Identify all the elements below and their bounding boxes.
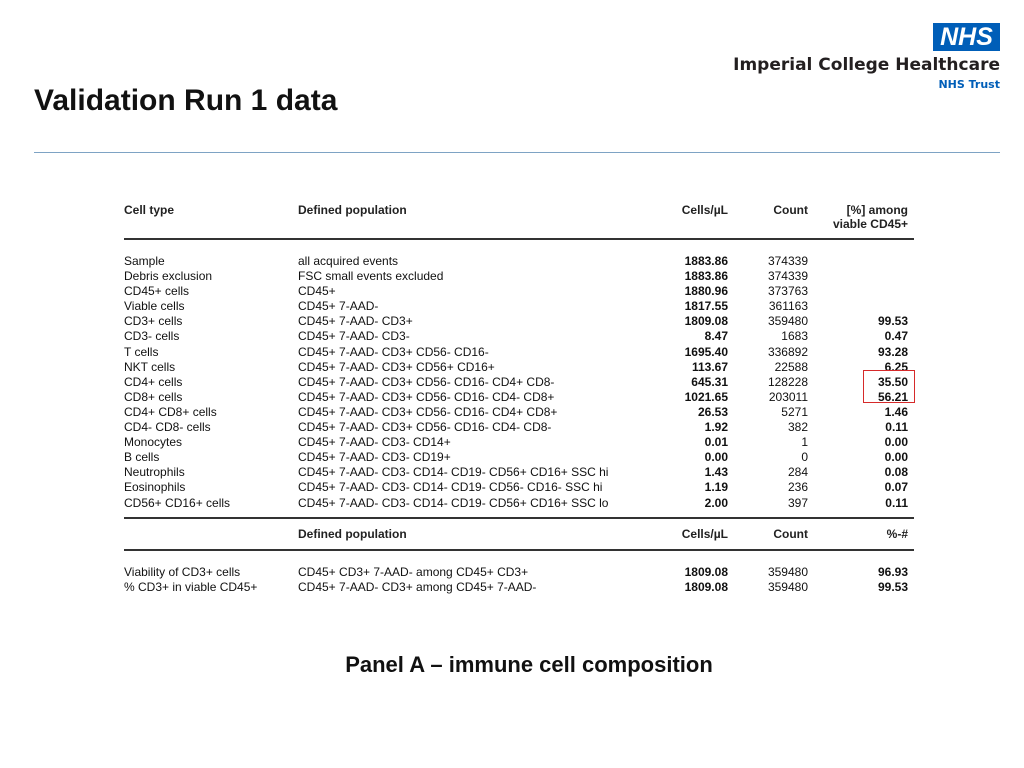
summary-header-defined-population: Defined population (298, 526, 407, 541)
table-header-row (124, 198, 914, 234)
cell-type: Viable cells (124, 299, 185, 314)
percent: 56.21 (877, 389, 908, 404)
table-row (124, 375, 914, 390)
percent: 93.28 (877, 344, 908, 359)
count: 128228 (767, 374, 808, 389)
cell-type: Neutrophils (124, 465, 185, 480)
defined-population: CD45+ 7-AAD- CD3+ (298, 314, 413, 329)
cells-per-ul: 1.43 (704, 465, 728, 480)
defined-population: CD45+ 7-AAD- CD3- CD14+ (298, 435, 451, 450)
cell-type: NKT cells (124, 359, 176, 374)
cells-per-ul: 0.00 (704, 450, 728, 465)
header-defined-population: Defined population (298, 203, 407, 217)
cells-per-ul: 1809.08 (684, 564, 728, 579)
cell-type: Viability of CD3+ cells (124, 564, 241, 579)
cell-type: CD4- CD8- cells (124, 420, 211, 435)
percent: 0.00 (884, 435, 908, 450)
table-row (124, 390, 914, 405)
cell-type: CD3+ cells (124, 314, 183, 329)
header-count: Count (773, 203, 808, 217)
summary-header-cells-per-ul: Cells/µL (681, 526, 728, 541)
percent: 1.46 (884, 404, 908, 419)
count: 336892 (767, 344, 808, 359)
cells-per-ul: 26.53 (697, 404, 728, 419)
defined-population: CD45+ 7-AAD- CD3+ CD56- CD16- (298, 344, 489, 359)
header-cell-type: Cell type (124, 203, 175, 217)
percent: 0.08 (884, 465, 908, 480)
table-row (124, 284, 914, 299)
cells-per-ul: 8.47 (704, 329, 728, 344)
defined-population: CD45+ 7-AAD- CD3- (298, 329, 410, 344)
percent: 35.50 (877, 374, 908, 389)
percent: 0.07 (884, 480, 908, 495)
table-row (124, 480, 914, 495)
percent: 99.53 (877, 314, 908, 329)
org-subtitle: NHS Trust (938, 78, 1000, 91)
defined-population: CD45+ 7-AAD- CD3+ CD56- CD16- CD4- CD8+ (298, 389, 555, 404)
count: 236 (787, 480, 808, 495)
cell-type: Monocytes (124, 435, 183, 450)
cell-type: CD3- cells (124, 329, 180, 344)
summary-header-count: Count (773, 526, 808, 541)
defined-population: CD45+ 7-AAD- CD3+ CD56+ CD16+ (298, 359, 495, 374)
cells-per-ul: 113.67 (691, 359, 728, 374)
page-title: Validation Run 1 data (34, 84, 338, 117)
table-rule (124, 238, 914, 240)
table-row (124, 254, 914, 269)
summary-header-percent: %-# (886, 526, 908, 541)
cells-per-ul: 1.92 (704, 420, 728, 435)
count: 0 (801, 450, 808, 465)
table-row (124, 496, 914, 511)
cell-type: Eosinophils (124, 480, 186, 495)
table-rule (124, 549, 914, 551)
title-divider (34, 152, 1000, 153)
count: 382 (787, 420, 808, 435)
cell-type: CD8+ cells (124, 389, 183, 404)
percent: 0.00 (884, 450, 908, 465)
count: 359480 (767, 579, 808, 594)
count: 1683 (781, 329, 808, 344)
table-row (124, 435, 914, 450)
defined-population: CD45+ 7-AAD- CD3+ CD56- CD16- CD4- CD8- (298, 420, 552, 435)
table-row (124, 345, 914, 360)
header-percent-line2: viable CD45+ (832, 217, 908, 231)
table-row (124, 405, 914, 420)
defined-population: CD45+ 7-AAD- CD3+ CD56- CD16- CD4+ CD8- (298, 374, 555, 389)
count: 284 (787, 465, 808, 480)
cells-per-ul: 1021.65 (684, 389, 728, 404)
cell-type: Sample (124, 254, 165, 268)
cell-type: B cells (124, 450, 160, 465)
percent: 96.93 (877, 564, 908, 579)
count: 22588 (774, 359, 808, 374)
cells-per-ul: 1880.96 (684, 284, 728, 299)
table-row (124, 329, 914, 344)
cell-type: CD45+ cells (124, 284, 190, 299)
cells-per-ul: 1809.08 (684, 314, 728, 329)
defined-population: CD45+ CD3+ 7-AAD- among CD45+ CD3+ (298, 564, 529, 579)
percent: 99.53 (877, 579, 908, 594)
percent: 0.11 (885, 495, 908, 510)
cells-per-ul: 1.19 (704, 480, 728, 495)
cell-type: % CD3+ in viable CD45+ (124, 579, 258, 594)
cells-per-ul: 1883.86 (684, 269, 728, 284)
count: 374339 (767, 254, 808, 268)
defined-population: CD45+ 7-AAD- (298, 299, 379, 314)
cells-per-ul: 1695.40 (684, 344, 728, 359)
cell-type: T cells (124, 344, 159, 359)
cells-per-ul: 645.31 (691, 374, 728, 389)
cells-per-ul: 2.00 (704, 495, 728, 510)
count: 397 (787, 495, 808, 510)
table-row (124, 465, 914, 480)
table-row (124, 565, 914, 580)
cell-composition-table (124, 198, 914, 595)
count: 359480 (767, 314, 808, 329)
defined-population: FSC small events excluded (298, 269, 444, 284)
org-name: Imperial College Healthcare (733, 55, 1000, 75)
count: 361163 (768, 299, 808, 314)
percent: 0.47 (884, 329, 908, 344)
highlight-box (863, 370, 915, 403)
table-row (124, 299, 914, 314)
table-row (124, 450, 914, 465)
defined-population: CD45+ 7-AAD- CD3- CD14- CD19- CD56+ CD16+ SSC lo (298, 495, 609, 510)
defined-population: all acquired events (298, 254, 399, 268)
table-row (124, 580, 914, 595)
summary-body (124, 565, 914, 595)
defined-population: CD45+ 7-AAD- CD3+ CD56- CD16- CD4+ CD8+ (298, 404, 558, 419)
panel-caption: Panel A – immune cell composition (345, 652, 713, 677)
header-cells-per-ul: Cells/µL (681, 203, 728, 217)
count: 374339 (767, 269, 808, 284)
defined-population: CD45+ 7-AAD- CD3- CD19+ (298, 450, 451, 465)
cells-per-ul: 0.01 (704, 435, 728, 450)
cell-type: CD56+ CD16+ cells (124, 495, 231, 510)
cells-per-ul: 1817.55 (684, 299, 728, 314)
percent: 0.11 (885, 420, 908, 435)
defined-population: CD45+ 7-AAD- CD3- CD14- CD19- CD56+ CD16+ SSC hi (298, 465, 609, 480)
count: 373763 (767, 284, 808, 299)
nhs-logo: NHS (933, 23, 1000, 51)
count: 359480 (767, 564, 808, 579)
table-row (124, 314, 914, 329)
count: 203011 (768, 389, 808, 404)
cells-per-ul: 1883.86 (684, 254, 728, 268)
cell-type: CD4+ cells (124, 374, 183, 389)
table-row (124, 360, 914, 375)
header-percent (833, 203, 908, 231)
defined-population: CD45+ 7-AAD- CD3+ among CD45+ 7-AAD- (298, 579, 537, 594)
percent: 6.25 (884, 359, 908, 374)
cell-type: Debris exclusion (124, 269, 213, 284)
table-body (124, 254, 914, 511)
count: 1 (801, 435, 808, 450)
table-row (124, 420, 914, 435)
cells-per-ul: 1809.08 (684, 579, 728, 594)
cell-type: CD4+ CD8+ cells (124, 404, 217, 419)
table-row (124, 269, 914, 284)
header-percent-line1: [%] among (846, 203, 908, 217)
defined-population: CD45+ (298, 284, 336, 299)
summary-header-row (124, 519, 914, 549)
defined-population: CD45+ 7-AAD- CD3- CD14- CD19- CD56- CD16- SSC hi (298, 480, 603, 495)
count: 5271 (781, 404, 808, 419)
